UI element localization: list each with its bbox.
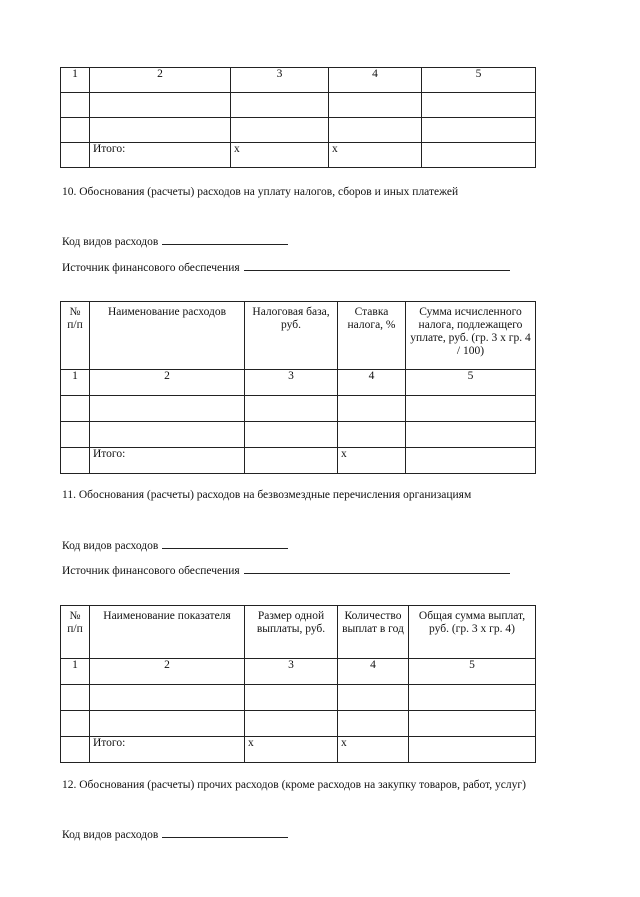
col-header: Ставка налога, %: [338, 302, 406, 370]
table-row-numbers: [61, 68, 536, 93]
table-row: [61, 685, 536, 711]
section-11-heading: 11. Обоснования (расчеты) расходов на безвозмездные перечисления организациям: [62, 489, 472, 501]
col-header: Сумма исчисленного налога, подлежащего уплате, руб. (гр. 3 x гр. 4 / 100): [406, 302, 536, 370]
cell: x: [231, 143, 329, 168]
table-row: [61, 93, 536, 118]
cell: x: [338, 448, 406, 474]
col-header: № п/п: [61, 606, 90, 659]
cell: 1: [61, 68, 90, 93]
table-row: [61, 422, 536, 448]
col-header: № п/п: [61, 302, 90, 370]
table-continuation: [60, 67, 536, 168]
col-header: Наименование показателя: [90, 606, 245, 659]
total-label: Итого:: [90, 448, 245, 474]
col-header: Налоговая база, руб.: [245, 302, 338, 370]
kod-input-line[interactable]: [162, 243, 288, 245]
cell: x: [329, 143, 422, 168]
col-header: Размер одной выплаты, руб.: [245, 606, 338, 659]
col-header: Количество выплат в год: [338, 606, 409, 659]
cell: 5: [422, 68, 536, 93]
table-row: [61, 118, 536, 143]
cell: 4: [329, 68, 422, 93]
section-12-heading: 12. Обоснования (расчеты) прочих расходов (кроме расходов на закупку товаров, работ, услуг): [62, 779, 526, 791]
col-header: Общая сумма выплат, руб. (гр. 3 x гр. 4): [409, 606, 536, 659]
kod-field-10: [62, 236, 288, 248]
source-field-10: [62, 262, 510, 274]
kod-field-12: [62, 829, 288, 841]
kod-label: Код видов расходов: [62, 540, 159, 552]
cell: x: [245, 737, 338, 763]
cell: x: [338, 737, 409, 763]
kod-field-11: [62, 540, 288, 552]
kod-input-line[interactable]: [162, 547, 288, 549]
source-input-line[interactable]: [244, 269, 510, 271]
table-header-row: [61, 302, 536, 370]
source-field-11: [62, 565, 510, 577]
table-row: [61, 396, 536, 422]
table-transfers: [60, 605, 536, 763]
kod-label: Код видов расходов: [62, 236, 159, 248]
cell: 3: [231, 68, 329, 93]
table-taxes: [60, 301, 536, 474]
source-label: Источник финансового обеспечения: [62, 565, 240, 577]
table-header-row: [61, 606, 536, 659]
kod-label: Код видов расходов: [62, 829, 159, 841]
table-row-total: [61, 737, 536, 763]
source-input-line[interactable]: [244, 572, 510, 574]
cell: 2: [90, 68, 231, 93]
source-label: Источник финансового обеспечения: [62, 262, 240, 274]
table-row-numbers: 1 2 3 4 5: [61, 659, 536, 685]
kod-input-line[interactable]: [162, 836, 288, 838]
col-header: Наименование расходов: [90, 302, 245, 370]
table-row-total: [61, 143, 536, 168]
total-label: Итого:: [90, 737, 245, 763]
table-row: [61, 711, 536, 737]
total-label: Итого:: [90, 143, 231, 168]
table-row-numbers: 1 2 3 4 5: [61, 370, 536, 396]
section-10-heading: 10. Обоснования (расчеты) расходов на уплату налогов, сборов и иных платежей: [62, 186, 459, 198]
table-row-total: [61, 448, 536, 474]
